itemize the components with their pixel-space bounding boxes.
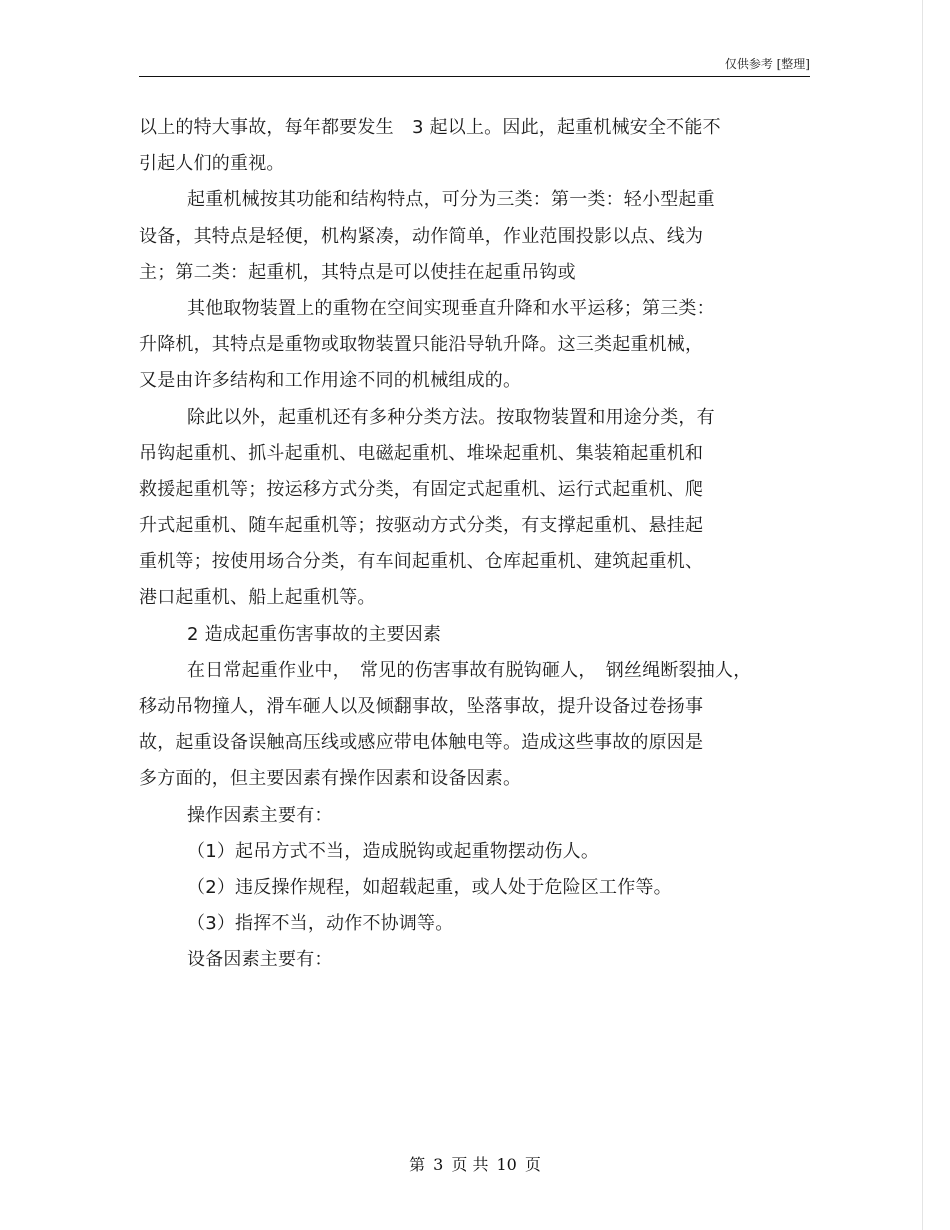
page-footer: [0, 1152, 950, 1175]
text-line: 升降机，其特点是重物或取物装置只能沿导轨升降。这三类起重机械，: [139, 334, 704, 356]
footer-suffix: 页: [524, 1155, 541, 1174]
page-edge-divider: [922, 0, 923, 1230]
footer-prefix: 第: [409, 1155, 426, 1174]
text-line: 港口起重机、船上起重机等。: [139, 587, 376, 609]
footer-page-number: 3: [433, 1155, 444, 1174]
footer-total-pages: 10: [496, 1155, 517, 1174]
header-rule: [139, 76, 810, 77]
text-line: 故，起重设备误触高压线或感应带电体触电等。造成这些事故的原因是: [139, 732, 704, 754]
text-line: 设备，其特点是轻便，机构紧凑，动作简单，作业范围投影以点、线为: [139, 225, 704, 247]
text-line: 起重机械按其功能和结构特点，可分为三类：第一类：轻小型起重: [187, 189, 715, 211]
text-line: 救援起重机等；按运移方式分类，有固定式起重机、运行式起重机、爬: [139, 478, 704, 500]
text-line: 引起人们的重视。: [139, 153, 285, 175]
text-line: 除此以外，起重机还有多种分类方法。按取物装置和用途分类，有: [187, 406, 715, 428]
text-line: 重机等；按使用场合分类，有车间起重机、仓库起重机、建筑起重机、: [139, 551, 704, 573]
text-line: 多方面的，但主要因素有操作因素和设备因素。: [139, 768, 522, 790]
text-line: （2）违反操作规程，如超载起重，或人处于危险区工作等。: [187, 876, 672, 898]
text-line: 又是由许多结构和工作用途不同的机械组成的。: [139, 370, 522, 392]
header-note: 仅供参考 [整理]: [724, 57, 810, 71]
text-line: 2 造成起重伤害事故的主要因素: [187, 623, 442, 645]
footer-middle: 页 共: [451, 1155, 489, 1174]
text-line: 主；第二类：起重机，其特点是可以使挂在起重吊钩或: [139, 261, 576, 283]
body-text: [139, 110, 819, 979]
text-line: 升式起重机、随车起重机等；按驱动方式分类，有支撑起重机、悬挂起: [139, 515, 704, 537]
text-line: 在日常起重作业中， 常见的伤害事故有脱钩砸人， 钢丝绳断裂抽人，: [187, 659, 752, 681]
text-line: （1）起吊方式不当，造成脱钩或起重物摆动伤人。: [187, 840, 600, 862]
text-line: 以上的特大事故，每年都要发生 3 起以上。因此，起重机械安全不能不: [139, 117, 721, 138]
text-line: 操作因素主要有：: [187, 804, 333, 826]
text-line: 设备因素主要有：: [187, 949, 333, 971]
text-line: 吊钩起重机、抓斗起重机、电磁起重机、堆垛起重机、集装箱起重机和: [139, 442, 704, 464]
text-line: 移动吊物撞人，滑车砸人以及倾翻事故，坠落事故，提升设备过卷扬事: [139, 696, 704, 717]
text-line: 其他取物装置上的重物在空间实现垂直升降和水平运移；第三类：: [187, 297, 715, 319]
text-line: （3）指挥不当，动作不协调等。: [187, 913, 454, 935]
